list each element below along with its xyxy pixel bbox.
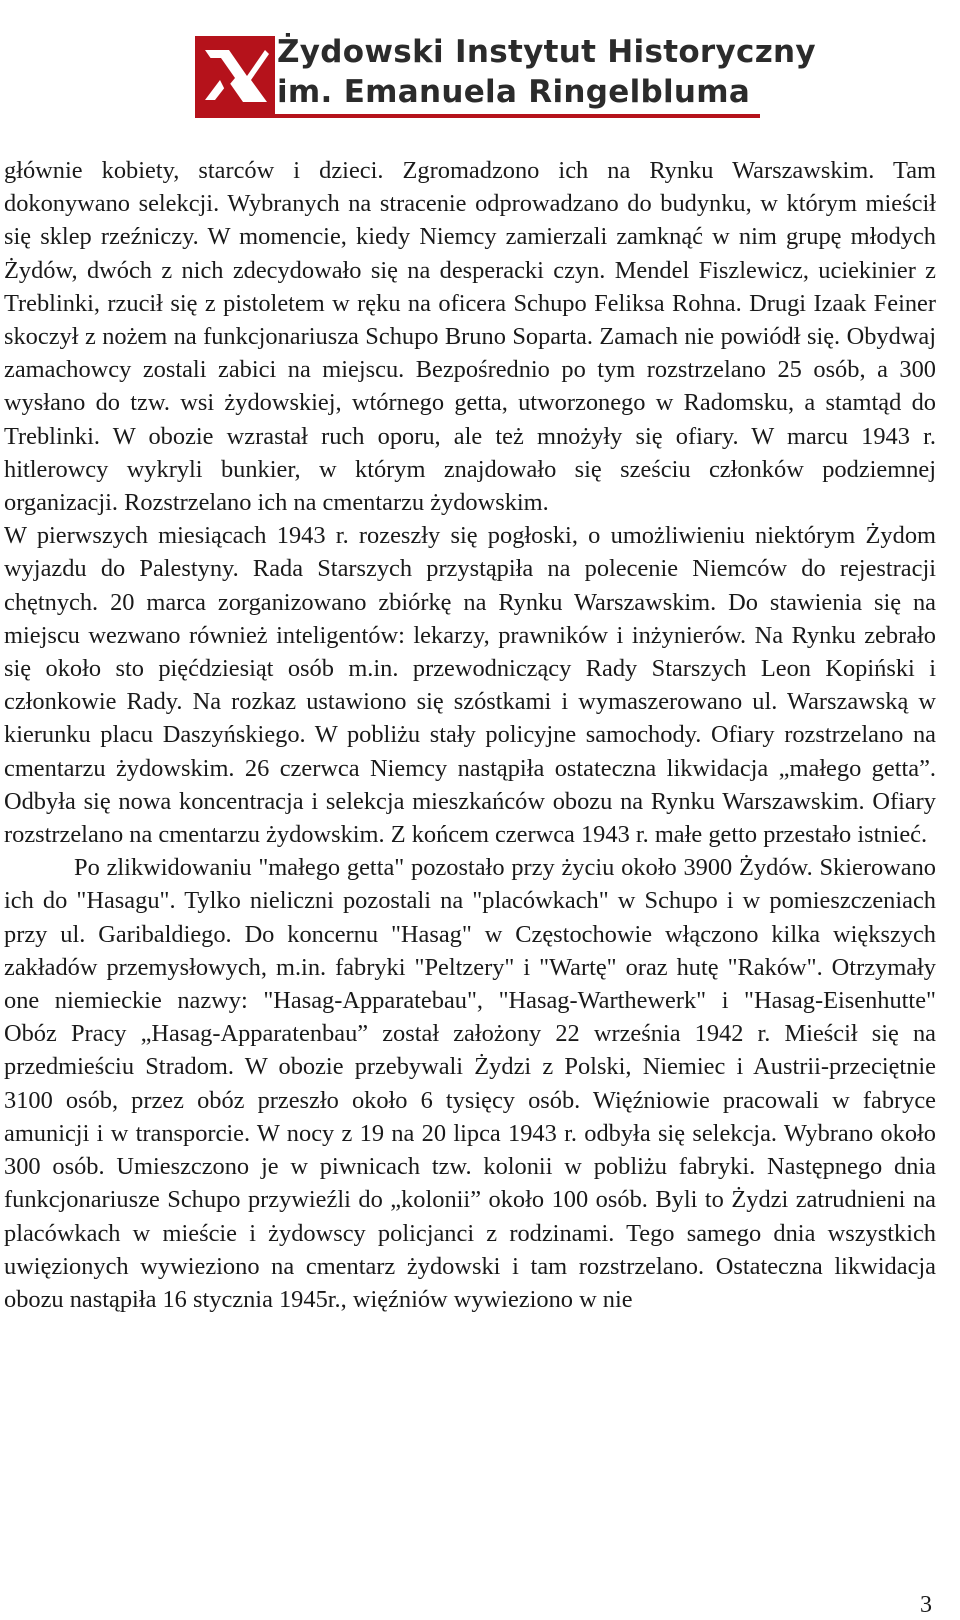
- page-number: 3: [920, 1592, 932, 1618]
- header-rule: [195, 114, 760, 118]
- institute-name-line2: im. Emanuela Ringelbluma: [277, 74, 751, 110]
- zih-logo-icon: [195, 36, 275, 114]
- institute-header: [195, 32, 816, 122]
- institute-name-line1: Żydowski Instytut Historyczny: [277, 34, 816, 70]
- body-paragraph-1: głównie kobiety, starców i dzieci. Zgromadzono ich na Rynku Warszawskim. Tam dokonywano selekcji. Wybranych na stracenie odprowadzano do budynku, w którym mieścił się sklep rzeźniczy. W momencie, kiedy Niemcy zamierzali zamknąć w nim grupę młodych Żydów, dwóch z nich zdecydowało się na desperacki czyn. Mendel Fiszlewicz, uciekinier z Treblinki, rzucił się z pistoletem w ręku na oficera Schupo Feliksa Rohna. Drugi Izaak Feiner skoczył z nożem na funkcjonariusza Schupo Bruno Soparta. Zamach nie powiódł się. Obydwaj zamachowcy zostali zabici na miejscu. Bezpośrednio po tym rozstrzelano 25 osób, a 300 wysłano do tzw. wsi żydowskiej, wtórnego getta, utworzonego w Radomsku, a stamtąd do Treblinki. W obozie wzrastał ruch oporu, ale też mnożyły się ofiary. W marcu 1943 r. hitlerowcy wykryli bunkier, w którym znajdowało się sześciu członków podziemnej organizacji. Rozstrzelano ich na cmentarzu żydowskim.: [4, 157, 936, 517]
- body-paragraph-3: Po zlikwidowaniu "małego getta" pozostało przy życiu około 3900 Żydów. Skierowano ich do "Hasagu". Tylko nieliczni pozostali na "placówkach" w Schupo i w pomieszczeniach przy ul. Garibaldiego. Do koncernu "Hasag" w Częstochowie włączono kilka większych zakładów przemysłowych, m.in. fabryki "Peltzery" i "Wartę" oraz hutę "Raków". Otrzymały one niemieckie nazwy: "Hasag-Apparatebau", "Hasag-Warthewerk" i "Hasag-Eisenhutte" Obóz Pracy „Hasag-Apparatenbau” został założony 22 września 1942 r. Mieścił się na przedmieściu Stradom. W obozie przebywali Żydzi z Polski, Niemiec i Austrii-przeciętnie 3100 osób, przez obóz przeszło około 6 tysięcy osób. Więźniowie pracowali w fabryce amunicji i w transporcie. W nocy z 19 na 20 lipca 1943 r. odbyła się selekcja. Wybrano około 300 osób. Umieszczono je w piwnicach tzw. kolonii w pobliżu fabryki. Następnego dnia funkcjonariusze Schupo przywieźli do „kolonii” około 100 osób. Byli to Żydzi zatrudnieni na placówkach w mieście i żydowscy policjanci z rodzinami. Tego samego dnia wszystkich uwięzionych wywieziono na cmentarz żydowski i tam rozstrzelano. Ostateczna likwidacja obozu nastąpiła 16 stycznia 1945r., więźniów wywieziono w nie: [4, 854, 936, 1313]
- institute-name: [277, 32, 816, 112]
- body-paragraph-2: W pierwszych miesiącach 1943 r. rozeszły się pogłoski, o umożliwieniu niektórym Żydom wyjazdu do Palestyny. Rada Starszych przystąpiła na polecenie Niemców do rejestracji chętnych. 20 marca zorganizowano zbiórkę na Rynku Warszawskim. Do stawienia się na miejscu wezwano również inteligentów: lekarzy, prawników i inżynierów. Na Rynku zebrało się około sto pięćdziesiąt osób m.in. przewodniczący Rady Starszych Leon Kopiński i członkowie Rady. Na rozkaz ustawiono się szóstkami i wymaszerowano ul. Warszawską w kierunku placu Daszyńskiego. W pobliżu stały policyjne samochody. Ofiary rozstrzelano na cmentarzu żydowskim. 26 czerwca Niemcy nastąpiła ostateczna likwidacja „małego getta”. Odbyła się nowa koncentracja i selekcja mieszkańców obozu na Rynku Warszawskim. Ofiary rozstrzelano na cmentarzu żydowskim. Z końcem czerwca 1943 r. małe getto przestało istnieć.: [4, 522, 936, 849]
- document-body: [4, 154, 936, 1316]
